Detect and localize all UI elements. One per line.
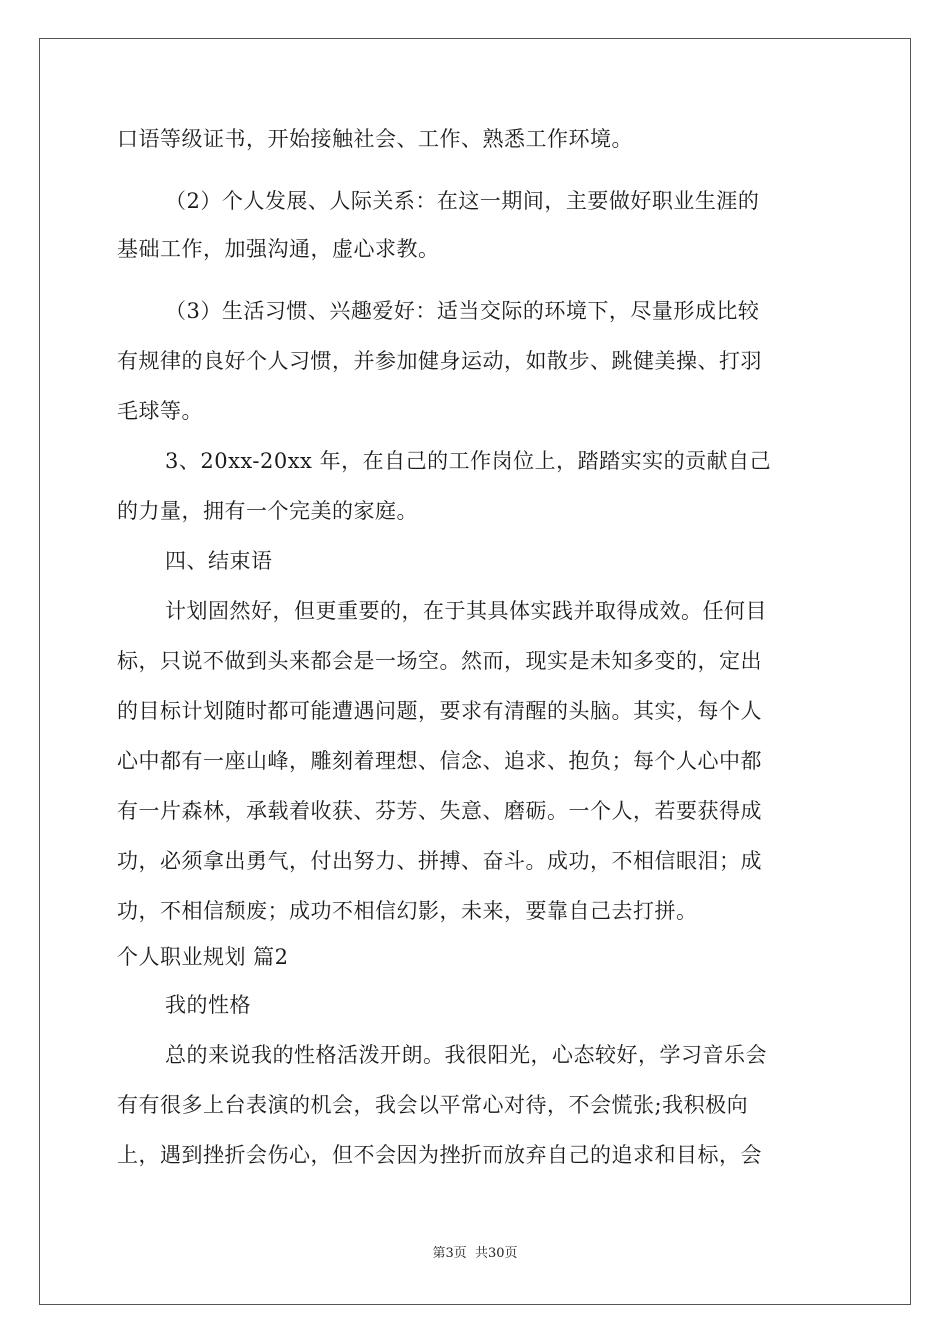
total-pages: 共30页	[474, 1246, 518, 1261]
text-line: 功，不相信颓废；成功不相信幻影，未来，要靠自己去打拼。	[117, 899, 698, 923]
text-line: 基础工作，加强沟通，虚心求教。	[117, 237, 440, 261]
text-line: 毛球等。	[117, 399, 203, 423]
text-line: 总的来说我的性格活泼开朗。我很阳光，心态较好，学习音乐会	[165, 1043, 767, 1067]
page-footer	[0, 1245, 950, 1263]
text-line: 有有很多上台表演的机会，我会以平常心对待，不会慌张;我积极向	[117, 1093, 749, 1117]
text-line: 有一片森林，承载着收获、芬芳、失意、磨砺。一个人，若要获得成	[117, 799, 762, 823]
text-line: （3）生活习惯、兴趣爱好：适当交际的环境下，尽量形成比较	[165, 299, 760, 323]
text-line: 标，只说不做到头来都会是一场空。然而，现实是未知多变的，定出	[117, 649, 762, 673]
text-line: 的力量，拥有一个完美的家庭。	[117, 499, 418, 523]
text-line: 上，遇到挫折会伤心，但不会因为挫折而放弃自己的追求和目标，会	[117, 1143, 762, 1167]
section-heading: 四、结束语	[165, 549, 273, 573]
text-line: 口语等级证书，开始接触社会、工作、熟悉工作环境。	[117, 127, 633, 151]
text-line: 功，必须拿出勇气，付出努力、拼搏、奋斗。成功，不相信眼泪；成	[117, 849, 762, 873]
text-line: 3、20xx-20xx 年，在自己的工作岗位上，踏踏实实的贡献自己	[165, 449, 772, 473]
text-line: 心中都有一座山峰，雕刻着理想、信念、追求、抱负；每个人心中都	[117, 749, 762, 773]
text-line: 计划固然好，但更重要的，在于其具体实践并取得成效。任何目	[165, 599, 767, 623]
article-title: 个人职业规划 篇2	[117, 945, 289, 969]
section-heading: 我的性格	[165, 993, 251, 1017]
text-line: （2）个人发展、人际关系：在这一期间，主要做好职业生涯的	[165, 189, 760, 213]
page-number: 第3页	[432, 1246, 467, 1261]
text-line: 的目标计划随时都可能遭遇问题，要求有清醒的头脑。其实，每个人	[117, 699, 762, 723]
text-line: 有规律的良好个人习惯，并参加健身运动，如散步、跳健美操、打羽	[117, 349, 762, 373]
